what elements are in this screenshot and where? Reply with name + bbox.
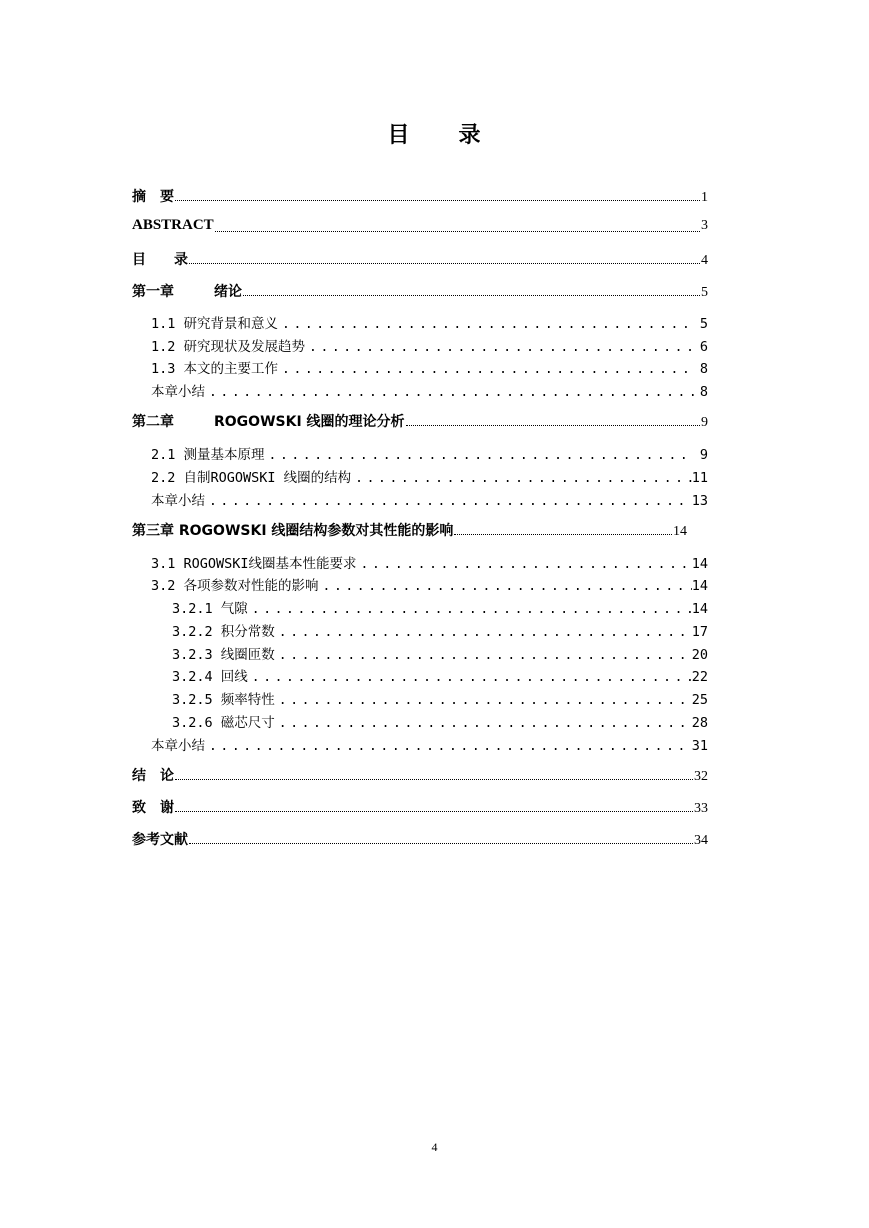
- toc-label: [132, 520, 453, 540]
- toc-entry-3-2-2[interactable]: [172, 620, 708, 640]
- toc-entry-references[interactable]: [132, 829, 708, 849]
- toc-label: 结 论: [132, 768, 174, 784]
- toc-page: 34: [694, 833, 708, 848]
- toc-label: 1.3 本文的主要工作: [151, 361, 279, 377]
- leader-dots: [278, 317, 694, 332]
- toc-label: [132, 411, 405, 431]
- leader-dots: [175, 199, 700, 201]
- toc-entry-3-2-6[interactable]: [172, 711, 708, 731]
- leader-dots: [357, 557, 692, 572]
- toc-page: 5: [701, 285, 708, 300]
- title-char-1: 目: [387, 123, 411, 148]
- toc-entry-chapter-2[interactable]: [132, 411, 708, 431]
- toc-label: 本章小结: [151, 384, 205, 400]
- toc-page: 6: [699, 339, 708, 355]
- chapter-title: ROGOWSKI 线圈的理论分析: [214, 414, 405, 430]
- toc-label: 参考文献: [132, 832, 188, 848]
- chapter-title: ROGOWSKI 线圈结构参数对其性能的影响: [178, 523, 454, 539]
- toc-label: ABSTRACT: [132, 217, 214, 233]
- toc-page: 33: [694, 801, 708, 816]
- toc-label: 1.1 研究背景和意义: [151, 316, 279, 332]
- toc-entry-1-1[interactable]: [151, 312, 708, 332]
- toc-entry-3-1[interactable]: [151, 552, 708, 572]
- toc-label: 3.2.1 气隙: [172, 601, 248, 617]
- toc-label: 2.1 测量基本原理: [151, 447, 265, 463]
- toc-page: 20: [691, 647, 708, 663]
- leader-dots: [248, 670, 692, 685]
- toc-entry-conclusion[interactable]: [132, 765, 708, 785]
- toc-label: 3.2.6 磁芯尺寸: [172, 715, 275, 731]
- toc-entry-chapter-1[interactable]: [132, 281, 708, 301]
- toc-entry-3-2-5[interactable]: [172, 688, 708, 708]
- toc-page: 4: [701, 253, 708, 268]
- leader-dots: [189, 842, 693, 844]
- toc-entry-chapter-3[interactable]: [132, 520, 687, 540]
- toc-page: 8: [699, 361, 708, 377]
- toc-entry-3-2-3[interactable]: [172, 643, 708, 663]
- toc-entry-1-2[interactable]: [151, 335, 708, 355]
- leader-dots: [275, 693, 692, 708]
- toc-page: 14: [691, 578, 708, 594]
- toc-label: 1.2 研究现状及发展趋势: [151, 339, 306, 355]
- toc-entry-contents[interactable]: [132, 249, 708, 269]
- chapter-number: 第一章: [132, 284, 174, 300]
- toc-entry-2-1[interactable]: [151, 443, 708, 463]
- toc-page: 5: [699, 316, 708, 332]
- toc-page: 32: [694, 769, 708, 784]
- toc-page: 3: [701, 218, 708, 233]
- toc-label: [132, 281, 242, 301]
- toc-label: 本章小结: [151, 738, 205, 754]
- toc-label: 3.2.2 积分常数: [172, 624, 275, 640]
- leader-dots: [215, 230, 700, 232]
- leader-dots: [205, 739, 692, 754]
- toc-page: 9: [701, 415, 708, 430]
- toc-label: 3.1 ROGOWSKI线圈基本性能要求: [151, 556, 357, 572]
- toc-entry-abstract-cn[interactable]: [132, 186, 708, 206]
- toc-page: 25: [691, 692, 708, 708]
- toc-page: 17: [691, 624, 708, 640]
- toc-page: 11: [691, 470, 708, 486]
- toc-page: 22: [691, 669, 708, 685]
- leader-dots: [248, 602, 692, 617]
- toc-entry-2-summary[interactable]: [151, 489, 708, 509]
- toc-page: 13: [691, 493, 708, 509]
- toc-label: 3.2.3 线圈匝数: [172, 647, 275, 663]
- toc-page: 8: [699, 384, 708, 400]
- leader-dots: [278, 362, 694, 377]
- chapter-number: 第三章: [132, 523, 174, 539]
- toc-label: 本章小结: [151, 493, 205, 509]
- leader-dots: [406, 424, 700, 426]
- toc-entry-abstract-en[interactable]: [132, 217, 708, 237]
- toc-entry-acknowledgements[interactable]: [132, 797, 708, 817]
- leader-dots: [275, 716, 692, 731]
- toc-page: 1: [701, 190, 708, 205]
- toc-label: 目 录: [132, 252, 188, 268]
- toc-entry-1-3[interactable]: [151, 357, 708, 377]
- toc-label: 3.2.4 回线: [172, 669, 248, 685]
- leader-dots: [175, 778, 693, 780]
- title-char-2: 录: [458, 123, 482, 148]
- toc-label: 2.2 自制ROGOWSKI 线圈的结构: [151, 470, 352, 486]
- toc-entry-1-summary[interactable]: [151, 380, 708, 400]
- leader-dots: [175, 810, 693, 812]
- leader-dots: [205, 385, 694, 400]
- toc-entry-3-2-4[interactable]: [172, 665, 708, 685]
- page-number: 4: [431, 1140, 438, 1154]
- toc-page: 14: [691, 556, 708, 572]
- toc-label: 3.2 各项参数对性能的影响: [151, 578, 319, 594]
- leader-dots: [243, 294, 700, 296]
- toc-page: 28: [691, 715, 708, 731]
- toc-label: 致 谢: [132, 800, 174, 816]
- leader-dots: [351, 471, 692, 486]
- toc-page: 9: [699, 447, 708, 463]
- leader-dots: [265, 448, 694, 463]
- chapter-title: 绪论: [214, 284, 242, 300]
- leader-dots: [275, 648, 692, 663]
- chapter-number: 第二章: [132, 414, 174, 430]
- toc-page: 14: [691, 601, 708, 617]
- leader-dots: [189, 262, 700, 264]
- leader-dots: [275, 625, 692, 640]
- toc-entry-3-2-1[interactable]: [172, 597, 708, 617]
- toc-entry-3-2[interactable]: [151, 574, 708, 594]
- leader-dots: [454, 533, 672, 535]
- toc-entry-2-2[interactable]: [151, 466, 708, 486]
- toc-label: 3.2.5 频率特性: [172, 692, 275, 708]
- leader-dots: [305, 340, 694, 355]
- leader-dots: [319, 579, 692, 594]
- leader-dots: [205, 494, 692, 509]
- toc-entry-3-summary[interactable]: [151, 734, 708, 754]
- toc-page: 31: [691, 738, 708, 754]
- toc-page: 14: [673, 524, 687, 539]
- toc-label: 摘 要: [132, 189, 174, 205]
